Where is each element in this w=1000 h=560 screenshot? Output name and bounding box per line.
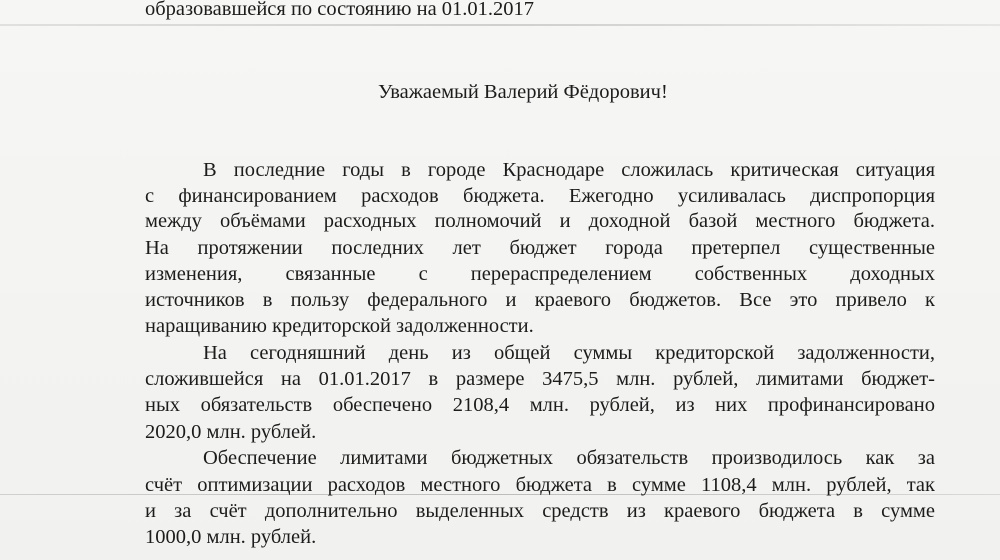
paragraph-line: Обеспечение лимитами бюджетных обязательств производилось как за [203, 447, 935, 469]
paragraph-line: с финансированием расходов бюджета. Ежегодно усиливалась диспропорция [145, 185, 935, 207]
paragraph-line: На протяжении последних лет бюджет города претерпел существенные [145, 237, 935, 259]
paragraph-line: ных обязательств обеспечено 2108,4 млн. рублей, из них профинансировано [145, 394, 935, 416]
paragraph-line: изменения, связанные с перераспределением собственных доходных [145, 263, 935, 285]
paragraph-line: источников в пользу федерального и краевого бюджетов. Все это привело к [145, 289, 935, 311]
paragraph-line: 2020,0 млн. рублей. [145, 421, 317, 443]
paragraph-line: В последние годы в городе Краснодаре сложилась критическая ситуация [203, 159, 935, 181]
paragraph-line: и за счёт дополнительно выделенных средств из краевого бюджета в сумме [145, 500, 935, 522]
salutation: Уважаемый Валерий Фёдорович! [378, 81, 668, 103]
paragraph-line: счёт оптимизации расходов местного бюджета в сумме 1108,4 млн. рублей, так [145, 474, 935, 496]
paragraph-line: сложившейся на 01.01.2017 в размере 3475,5 млн. рублей, лимитами бюджет- [145, 368, 935, 390]
paragraph-line: между объёмами расходных полномочий и доходной базой местного бюджета. [145, 210, 935, 232]
paragraph-line: На сегодняшний день из общей суммы кредиторской задолженности, [203, 342, 935, 364]
subject-line: образовавшейся по состоянию на 01.01.2017 [145, 0, 535, 20]
page-fold-line [0, 24, 1000, 26]
paragraph-line: наращиванию кредиторской задолженности. [145, 315, 534, 337]
paragraph-line: 1000,0 млн. рублей. [145, 526, 317, 548]
